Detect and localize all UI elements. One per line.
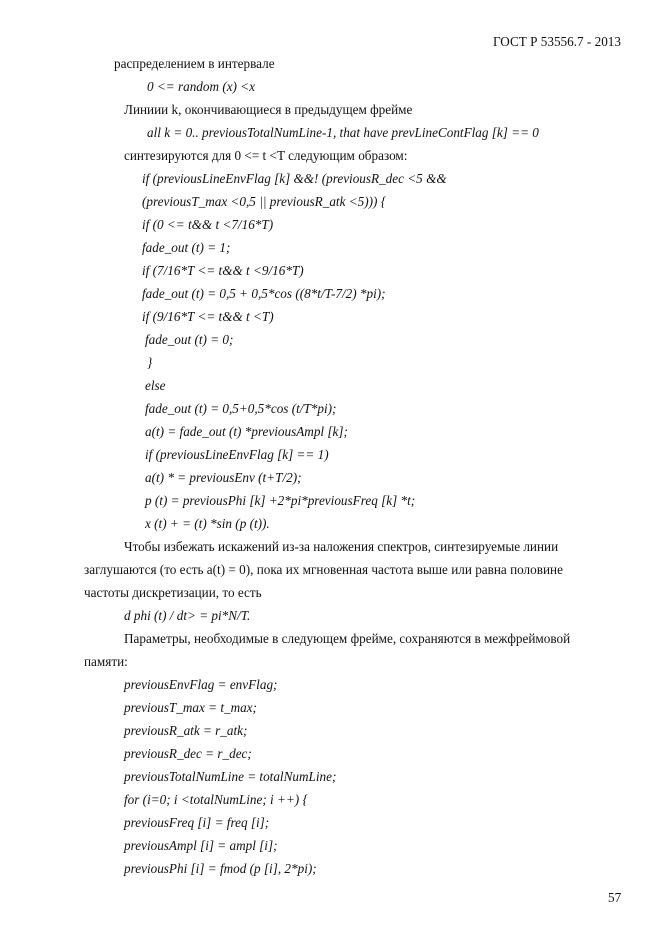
code-line: if (previousLineEnvFlag [k] == 1) bbox=[145, 447, 329, 462]
code-line: previousTotalNumLine = totalNumLine; bbox=[124, 769, 337, 784]
code-line: for (i=0; i <totalNumLine; i ++) { bbox=[124, 792, 308, 807]
code-line: a(t) = fade_out (t) *previousAmpl [k]; bbox=[145, 424, 348, 439]
text-line: распределением в интервале bbox=[114, 56, 275, 71]
code-line: all k = 0.. previousTotalNumLine-1, that have prevLineContFlag [k] == 0 bbox=[147, 125, 539, 140]
formula-line: d phi (t) / dt> = pi*N/T. bbox=[124, 608, 251, 623]
code-line: previousAmpl [i] = ampl [i]; bbox=[124, 838, 278, 853]
text-line: Параметры, необходимые в следующем фрейме, сохраняются в межфреймовой bbox=[124, 631, 571, 646]
code-line: fade_out (t) = 0,5+0,5*cos (t/T*pi); bbox=[145, 401, 337, 416]
code-line: fade_out (t) = 0,5 + 0,5*cos ((8*t/T-7/2) *pi); bbox=[142, 286, 386, 301]
page-number: 57 bbox=[608, 890, 622, 905]
code-line: p (t) = previousPhi [k] +2*pi*previousFreq [k] *t; bbox=[145, 493, 416, 508]
text-line: частоты дискретизации, то есть bbox=[84, 585, 262, 600]
document-header-standard: ГОСТ Р 53556.7 - 2013 bbox=[493, 34, 621, 49]
code-line: previousR_atk = r_atk; bbox=[124, 723, 248, 738]
text-line: заглушаются (то есть a(t) = 0), пока их мгновенная частота выше или равна половине bbox=[84, 562, 563, 577]
code-line: if (9/16*T <= t&& t <T) bbox=[142, 309, 274, 324]
formula-line: 0 <= random (x) <x bbox=[147, 79, 255, 94]
code-line: if (previousLineEnvFlag [k] &&! (previousR_dec <5 && bbox=[142, 171, 447, 186]
code-line: if (7/16*T <= t&& t <9/16*T) bbox=[142, 263, 304, 278]
code-line: a(t) * = previousEnv (t+T/2); bbox=[145, 470, 302, 485]
code-line: previousEnvFlag = envFlag; bbox=[124, 677, 278, 692]
code-line: previousR_dec = r_dec; bbox=[124, 746, 252, 761]
text-line: синтезируются для 0 <= t <T следующим образом: bbox=[124, 148, 408, 163]
code-line: previousPhi [i] = fmod (p [i], 2*pi); bbox=[124, 861, 317, 876]
text-line: Чтобы избежать искажений из-за наложения спектров, синтезируемые линии bbox=[124, 539, 559, 554]
code-line: previousT_max = t_max; bbox=[124, 700, 257, 715]
code-line: fade_out (t) = 1; bbox=[142, 240, 231, 255]
code-line: (previousT_max <0,5 || previousR_atk <5))) { bbox=[142, 194, 386, 209]
text-line: Линиии k, окончивающиеся в предыдущем фрейме bbox=[124, 102, 413, 117]
code-line: x (t) + = (t) *sin (p (t)). bbox=[145, 516, 270, 531]
code-line: if (0 <= t&& t <7/16*T) bbox=[142, 217, 274, 232]
code-line: } bbox=[147, 355, 153, 370]
code-line: else bbox=[145, 378, 166, 393]
text-line: памяти: bbox=[84, 654, 128, 669]
code-line: previousFreq [i] = freq [i]; bbox=[124, 815, 270, 830]
code-line: fade_out (t) = 0; bbox=[145, 332, 234, 347]
